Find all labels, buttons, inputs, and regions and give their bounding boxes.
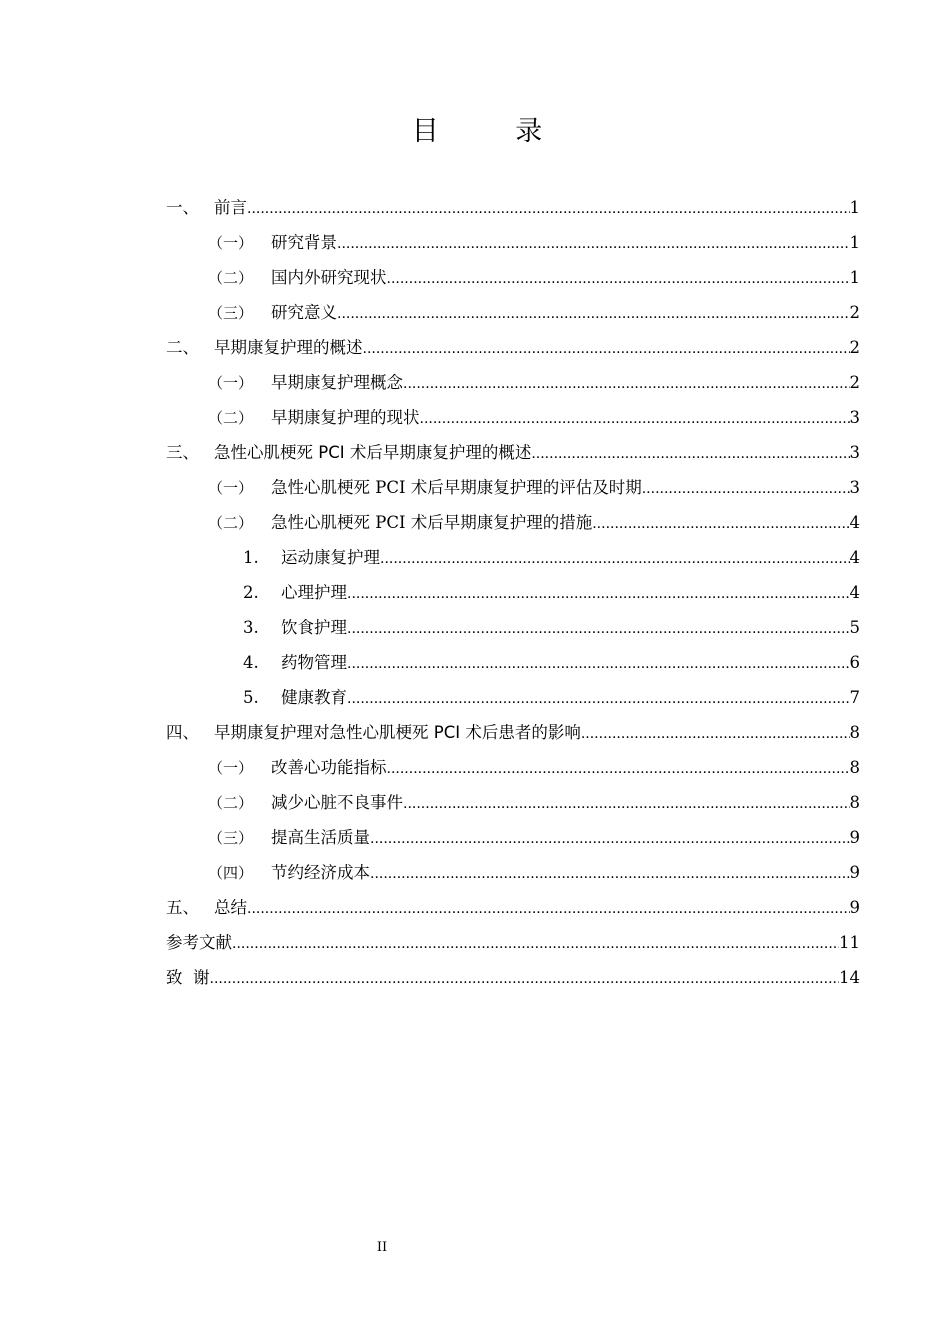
toc-entry-label: 节约经济成本 — [271, 863, 370, 882]
toc-entry[interactable] — [208, 785, 860, 820]
toc-entry-label: 减少心脏不良事件 — [271, 793, 403, 812]
toc-entry-page: 4 — [849, 548, 860, 567]
toc-entry[interactable] — [208, 295, 860, 330]
toc-entry-label: 早期康复护理对急性心肌梗死 PCI 术后患者的影响 — [214, 723, 581, 742]
toc-leader-dots — [347, 612, 850, 647]
toc-entry-number: （一） — [208, 234, 254, 252]
toc-entry[interactable] — [208, 400, 860, 435]
toc-entry[interactable] — [166, 890, 860, 925]
toc-entry-label: 药物管理 — [281, 653, 347, 672]
toc-leader-dots — [370, 822, 850, 857]
toc-entry-number: 四、 — [166, 723, 199, 742]
toc-entry[interactable] — [243, 610, 860, 645]
toc-entry-page: 1 — [849, 233, 860, 252]
toc-entry-number: 五、 — [166, 898, 199, 917]
toc-entry-number: 一、 — [166, 198, 199, 217]
toc-entry-number: （二） — [208, 409, 254, 427]
toc-entry-page: 5 — [849, 618, 860, 637]
toc-leader-dots — [247, 892, 850, 927]
toc-entry-label: 急性心肌梗死 PCI 术后早期康复护理的概述 — [214, 443, 532, 462]
toc-leader-dots — [337, 297, 850, 332]
toc-entry-label: 致 谢 — [166, 968, 210, 987]
toc-leader-dots — [531, 437, 849, 472]
toc-entry-page: 4 — [849, 513, 860, 532]
toc-entry-number: （三） — [208, 304, 254, 322]
toc-entry-page: 2 — [849, 338, 860, 357]
toc-entry-number: 3. — [243, 618, 259, 637]
toc-entry[interactable] — [243, 575, 860, 610]
toc-leader-dots — [380, 542, 850, 577]
toc-entry-page: 8 — [849, 793, 860, 812]
toc-entry-label: 参考文献 — [166, 933, 232, 952]
toc-entry-page: 3 — [849, 408, 860, 427]
toc-entry[interactable] — [208, 820, 860, 855]
toc-entry-label: 早期康复护理概念 — [271, 373, 403, 392]
toc-leader-dots — [387, 752, 850, 787]
toc-entry-label: 早期康复护理的现状 — [271, 408, 420, 427]
page-number: II — [376, 1240, 388, 1255]
page-title: 目 录 — [411, 116, 577, 147]
toc-entry[interactable] — [208, 505, 860, 540]
toc-entry[interactable] — [208, 470, 860, 505]
toc-entry-page: 6 — [849, 653, 860, 672]
toc-entry-page: 14 — [839, 968, 860, 987]
toc-leader-dots — [581, 717, 850, 752]
toc-leader-dots — [370, 857, 850, 892]
toc-leader-dots — [403, 367, 850, 402]
toc-entry-page: 8 — [849, 758, 860, 777]
toc-leader-dots — [642, 472, 850, 507]
toc-leader-dots — [387, 262, 850, 297]
toc-entry-page: 9 — [849, 898, 860, 917]
toc-entry-page: 8 — [849, 723, 860, 742]
toc-entry-label: 急性心肌梗死 PCI 术后早期康复护理的措施 — [271, 513, 593, 532]
toc-entry[interactable] — [208, 365, 860, 400]
toc-entry-label: 运动康复护理 — [281, 548, 380, 567]
toc-entry-acknowledgements[interactable] — [166, 960, 860, 995]
toc-entry-label: 研究背景 — [271, 233, 337, 252]
toc-entry-page: 2 — [849, 373, 860, 392]
toc-entry-number: 5. — [243, 688, 259, 707]
toc-entry[interactable] — [166, 435, 860, 470]
toc-entry-number: （四） — [208, 864, 254, 882]
toc-entry-number: （三） — [208, 829, 254, 847]
toc-entry-label: 前言 — [214, 198, 247, 217]
toc-entry-number: 二、 — [166, 338, 199, 357]
toc-entry[interactable] — [166, 330, 860, 365]
toc-entry-label: 早期康复护理的概述 — [214, 338, 363, 357]
toc-entry-number: （二） — [208, 269, 254, 287]
toc-entry-label: 急性心肌梗死 PCI 术后早期康复护理的评估及时期 — [271, 478, 642, 497]
toc-entry-number: （一） — [208, 479, 254, 497]
toc-entry-number: （二） — [208, 794, 254, 812]
toc-entry[interactable] — [208, 855, 860, 890]
toc-entry-label: 研究意义 — [271, 303, 337, 322]
toc-entry[interactable] — [243, 680, 860, 715]
toc-entry-number: 4. — [243, 653, 259, 672]
toc-entry-page: 3 — [849, 443, 860, 462]
toc-entry-label: 国内外研究现状 — [271, 268, 387, 287]
toc-entry[interactable] — [208, 750, 860, 785]
toc-leader-dots — [592, 507, 849, 542]
toc-entry[interactable] — [208, 260, 860, 295]
toc-entry-page: 11 — [839, 933, 860, 952]
toc-entry-label: 改善心功能指标 — [271, 758, 387, 777]
toc-entry-label: 提高生活质量 — [271, 828, 370, 847]
toc-entry-label: 饮食护理 — [281, 618, 347, 637]
toc-leader-dots — [420, 402, 850, 437]
toc-leader-dots — [210, 962, 840, 997]
toc-entry-number: 2. — [243, 583, 259, 602]
toc-leader-dots — [232, 927, 839, 962]
toc-entry-number: 1. — [243, 548, 259, 567]
toc-entry-page: 7 — [849, 688, 860, 707]
toc-entry-number: （一） — [208, 374, 254, 392]
toc-entry-label: 健康教育 — [281, 688, 347, 707]
toc-entry-number: （二） — [208, 514, 254, 532]
toc-leader-dots — [347, 682, 850, 717]
toc-leader-dots — [337, 227, 850, 262]
toc-entry[interactable] — [243, 645, 860, 680]
toc-entry-page: 9 — [849, 828, 860, 847]
toc-leader-dots — [347, 577, 850, 612]
toc-entry-page: 1 — [849, 268, 860, 287]
toc-entry-label: 心理护理 — [281, 583, 347, 602]
toc-entry-number: 三、 — [166, 443, 199, 462]
toc-entry-page: 1 — [849, 198, 860, 217]
toc-entry-label: 总结 — [214, 898, 247, 917]
toc-entry[interactable] — [166, 715, 860, 750]
toc-leader-dots — [363, 332, 850, 367]
toc-entry[interactable] — [243, 540, 860, 575]
toc-entry-page: 4 — [849, 583, 860, 602]
toc-leader-dots — [247, 192, 850, 227]
toc-entry-number: （一） — [208, 759, 254, 777]
toc-entry-references[interactable] — [166, 925, 860, 960]
toc-entry[interactable] — [166, 190, 860, 225]
toc-entry[interactable] — [208, 225, 860, 260]
toc-entry-page: 3 — [849, 478, 860, 497]
toc-entry-page: 9 — [849, 863, 860, 882]
toc-leader-dots — [403, 787, 850, 822]
toc-entry-page: 2 — [849, 303, 860, 322]
toc-leader-dots — [347, 647, 850, 682]
